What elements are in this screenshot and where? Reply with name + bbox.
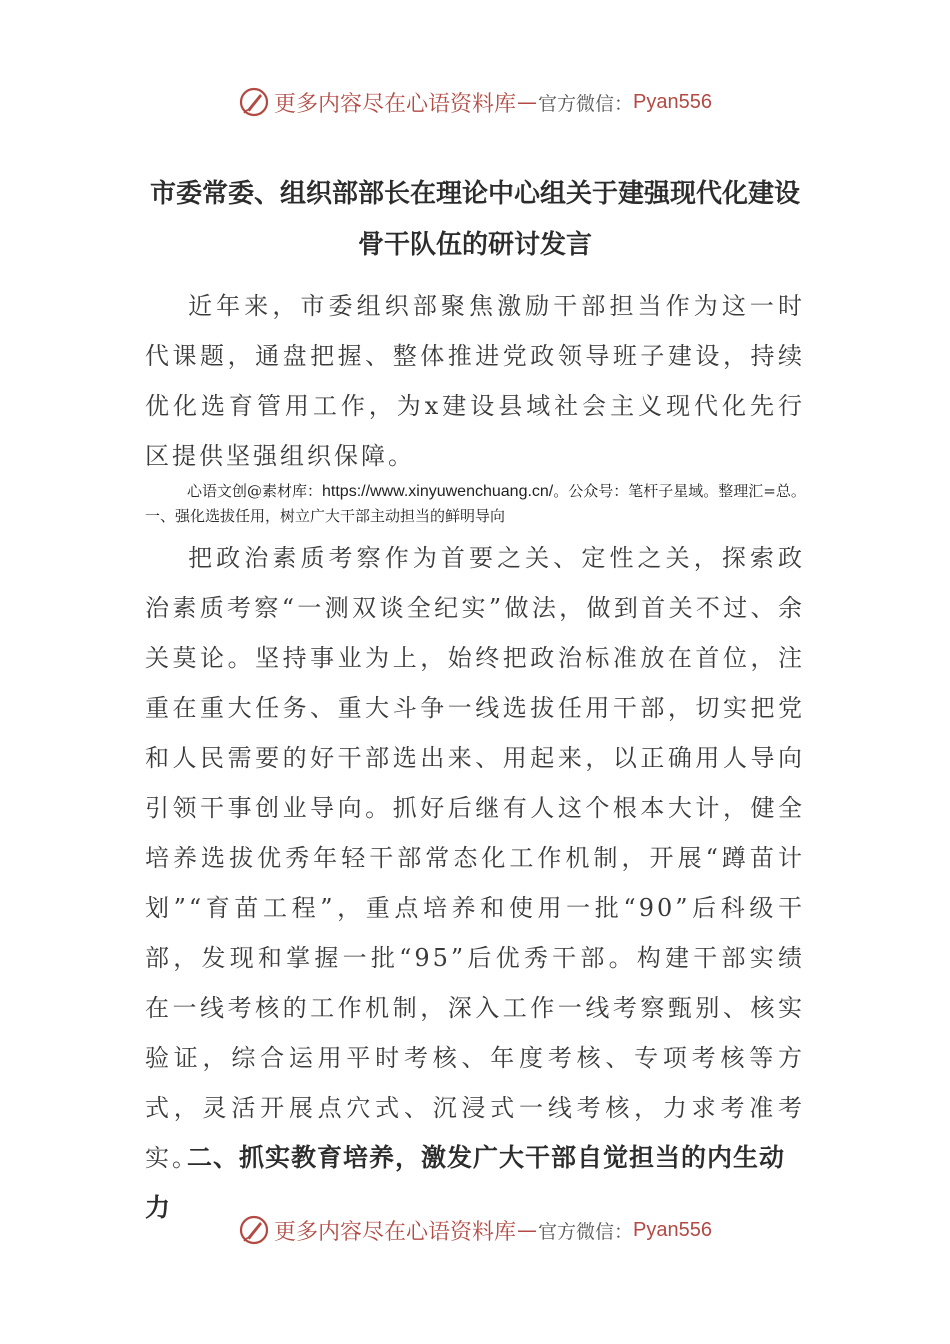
note-suffix: 。公众号：笔杆子星域。整理汇=总。一、强化选拔任用，树立广大干部主动担当的鲜明导向 [145, 482, 806, 525]
intro-paragraph [145, 281, 805, 481]
source-note [145, 479, 810, 528]
intro-text: 近年来，市委组织部聚焦激励干部担当作为这一时代课题，通盘把握、整体推进党政领导班子建设，持续优化选育管用工作，为x建设县域社会主义现代化先行区提供坚强组织保障。 [145, 292, 805, 470]
document-title-line1: 市委常委、组织部部长在理论中心组关于建强现代化建设 [149, 179, 800, 209]
note-prefix: 心语文创@素材库： [187, 482, 323, 500]
footer-banner [0, 1210, 950, 1250]
document-title-line2: 骨干队伍的研讨发言 [357, 230, 592, 260]
banner-account: Pyan556 [633, 1218, 712, 1241]
header-banner [0, 82, 950, 122]
banner-separator: — [517, 90, 538, 114]
banner-main-text: 更多内容尽在心语资料库 [274, 1219, 517, 1245]
section1-paragraph [145, 533, 805, 1183]
banner-label: 官方微信： [538, 1220, 634, 1243]
banner-label: 官方微信： [538, 92, 634, 115]
quill-pen-icon [238, 86, 270, 118]
banner-main-text: 更多内容尽在心语资料库 [274, 91, 517, 117]
banner-account: Pyan556 [633, 90, 712, 113]
note-url: https://www.xinyuwenchuang.cn/ [322, 483, 554, 500]
quill-pen-icon [238, 1214, 270, 1246]
banner-separator: — [517, 1218, 538, 1242]
section1-text: 把政治素质考察作为首要之关、定性之关，探索政治素质考察“一测双谈全纪实”做法，做到首关不过、余关莫论。坚持事业为上，始终把政治标准放在首位，注重在重大任务、重大斗争一线选拔任用干部，切实把党和人民需要的好干部选出来、用起来，以正确用人导向引领干事创业导向。抓好后继有人这个根本大计，健全培养选拔优秀年轻干部常态化工作机制，开展“蹲苗计划”“育苗工程”，重点培养和使用一批“90”后科级干部，发现和掌握一批“95”后优秀干部。构建干部实绩在一线考核的工作机制，深入工作一线考察甄别、核实验证，综合运用平时考核、年度考核、专项考核等方式，灵活开展点穴式、沉浸式一线考核，力求考准考实。 [145, 544, 805, 1172]
section2-heading-text: 二、抓实教育培养，激发广大干部自觉担当的内生动力 [145, 1143, 786, 1222]
